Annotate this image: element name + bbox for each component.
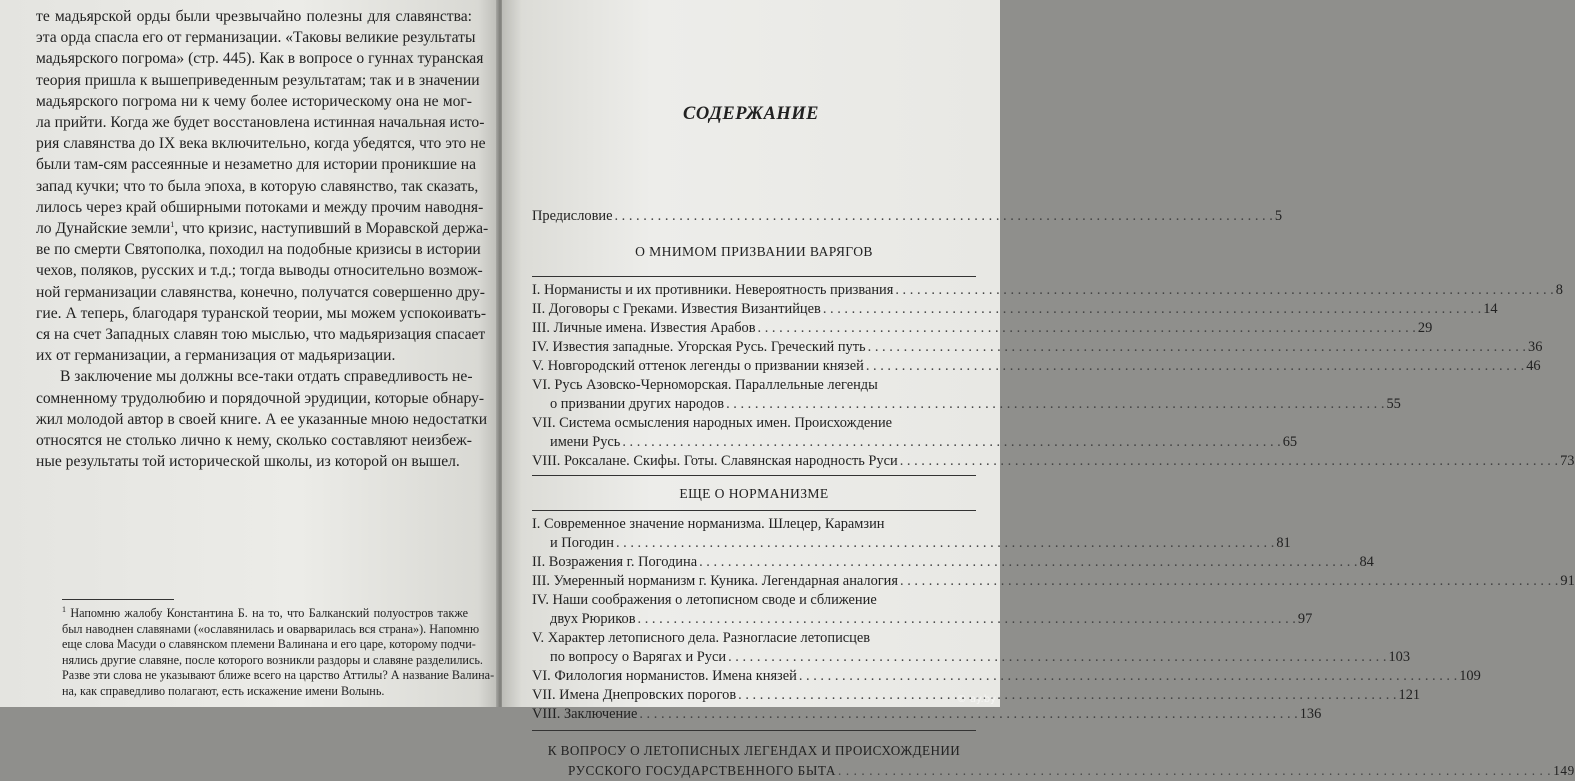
leader-dots xyxy=(866,357,1524,376)
toc-page-number: 136 xyxy=(1299,706,1322,722)
toc-entry xyxy=(532,515,1291,553)
toc-entry xyxy=(532,553,1374,572)
paragraph-1 xyxy=(36,6,489,366)
toc-entry-label: VI. Филология норманистов. Имена князей xyxy=(532,668,797,684)
footnote-number: 1 xyxy=(62,604,66,614)
toc-entry-label: VI. Русь Азовско-Черноморская. Параллельные легенды xyxy=(532,377,878,393)
toc-section-title: ЕЩЕ О НОРМАНИЗМЕ xyxy=(679,486,829,501)
toc-entry-continuation: двух Рюриков xyxy=(550,611,636,627)
section-divider xyxy=(532,475,976,476)
toc-page-number: 149 xyxy=(1553,763,1575,778)
toc-entry xyxy=(532,452,1575,471)
text-line: гие. А теперь, благодаря туранской теории, мы можем успокоивать- xyxy=(36,304,487,322)
toc-entry-line xyxy=(532,395,1401,414)
toc-page-number: 121 xyxy=(1398,687,1421,703)
text-line: ла прийти. Когда же будет восстановлена истинная начальная исто- xyxy=(36,114,485,132)
toc-entry xyxy=(532,376,1401,414)
text-line: запад кучки; что то была эпоха, в которую славянство, так сказать, xyxy=(36,177,479,195)
toc-entry-label: Предисловие xyxy=(532,208,613,224)
text-line: лилось через край обширными потоками и между прочим наводня- xyxy=(36,198,484,216)
toc-entry-line xyxy=(532,534,1291,553)
toc-entry-line xyxy=(532,338,1543,357)
toc-page-number: 29 xyxy=(1417,320,1433,336)
footnote-divider xyxy=(62,599,174,600)
toc-entry-continuation: о призвании других народов xyxy=(550,396,725,412)
table-of-contents xyxy=(532,208,1575,781)
toc-entry-label: I. Норманисты и их противники. Невероятность призвания xyxy=(532,282,894,298)
toc-entry-line xyxy=(532,319,1433,338)
toc-entry xyxy=(532,319,1433,338)
toc-entry-line xyxy=(532,761,1575,781)
toc-entry-label: III. Умеренный норманизм г. Куника. Легендарная аналогия xyxy=(532,573,899,589)
text-line: относятся не столько лично к нему, сколько составляют неизбеж- xyxy=(36,432,472,450)
text-line: те мадьярской орды были чрезвычайно полезны для славянства: xyxy=(36,8,472,25)
toc-page-number: 36 xyxy=(1528,339,1543,355)
toc-page-number: 81 xyxy=(1276,535,1291,551)
footnote-line xyxy=(62,606,468,622)
toc-page-number: 46 xyxy=(1526,358,1541,374)
text-line: мадьярского погрома ни к чему более историческому она не мог- xyxy=(36,92,472,110)
toc-entry xyxy=(532,281,1563,300)
toc-entry-label: IV. Наши соображения о летописном своде и сближение xyxy=(532,592,877,608)
text-line: были там-сям рассеянные и незаметно для истории проникшие на xyxy=(36,156,477,174)
toc-page-number: 73 xyxy=(1560,453,1575,469)
footnote-line: на, как справедливо полагают, есть искажение имени Волынь. xyxy=(62,683,385,698)
section-2-entries xyxy=(532,515,1575,724)
toc-entry-line xyxy=(532,686,1421,705)
toc-entry-label: VII. Имена Днепровских порогов xyxy=(532,687,737,703)
toc-page-number: 65 xyxy=(1282,434,1298,450)
toc-entry-line xyxy=(532,452,1575,471)
text-line: мадьярского погрома» (стр. 445). Как в вопросе о гуннах туранская xyxy=(36,50,484,68)
text-line: их от германизации, а германизация от мадьяризации. xyxy=(36,347,396,365)
leader-dots xyxy=(758,319,1416,338)
toc-entry-label: V. Характер летописного дела. Разногласие летописцев xyxy=(532,630,871,646)
toc-entry-line xyxy=(532,357,1541,376)
footnote xyxy=(62,604,495,700)
leader-dots xyxy=(614,208,1272,225)
toc-page-number: 109 xyxy=(1459,668,1481,684)
toc-entry-label: VIII. Роксалане. Скифы. Готы. Славянская народность Руси xyxy=(532,453,898,469)
toc-entry-label: VIII. Заключение xyxy=(532,706,638,722)
leader-dots xyxy=(838,761,1551,781)
toc-entry-line xyxy=(532,705,1322,724)
toc-entry-label: VII. Система осмысления народных имен. Происхождение xyxy=(532,415,893,431)
toc-page-number: 8 xyxy=(1555,282,1563,298)
text-line: ся на счет Западных славян тою мыслью, что мадьяризация спасает xyxy=(36,326,486,344)
text-line: ве по смерти Святополка, походил на подобные кризисы в истории xyxy=(36,241,481,259)
leader-dots xyxy=(638,610,1296,629)
text-line: чехов, поляков, русских и т.д.; тогда выводы относительно возмож- xyxy=(36,262,483,280)
toc-entry-line xyxy=(532,300,1498,319)
toc-entry xyxy=(532,667,1481,686)
toc-entry-line xyxy=(532,667,1481,686)
text-line: В заключение мы должны все-таки отдать справедливость не- xyxy=(60,368,473,386)
toc-entry xyxy=(532,338,1543,357)
toc-page-number: 5 xyxy=(1274,208,1283,224)
toc-page-number: 55 xyxy=(1386,396,1401,412)
toc-entry xyxy=(532,686,1421,705)
toc-entry-line xyxy=(532,610,1313,629)
toc-entry-label: V. Новгородский оттенок легенды о призвании князей xyxy=(532,358,864,374)
footnote-line: еще слова Масуди о славянском племени Валинана и его царе, которому подчи- xyxy=(62,637,476,652)
paragraph-2 xyxy=(36,366,488,472)
toc-entry-preface xyxy=(532,208,1283,232)
toc-entry-line xyxy=(532,433,1298,452)
toc-page-number: 97 xyxy=(1297,611,1313,627)
toc-page-number: 84 xyxy=(1359,554,1374,570)
leader-dots xyxy=(895,281,1553,300)
toc-entry xyxy=(532,414,1298,452)
text-line: ные результаты той исторической школы, из которой он вышел. xyxy=(36,453,460,471)
toc-entry xyxy=(532,300,1498,319)
toc-section-line: К ВОПРОСУ О ЛЕТОПИСНЫХ ЛЕГЕНДАХ И ПРОИСХОЖДЕНИИ xyxy=(547,743,961,758)
watermark: © ay.by xyxy=(956,694,996,705)
text-fragment: , что кризис, наступивший в Моравской держа- xyxy=(174,220,489,238)
section-divider xyxy=(532,510,976,511)
toc-entry xyxy=(532,705,1322,724)
toc-page-number: 14 xyxy=(1483,301,1498,317)
toc-entry-line xyxy=(532,648,1411,667)
toc-entry xyxy=(532,357,1541,376)
leader-dots xyxy=(726,395,1384,414)
footnote-line: был наводнен славянами («ославянилась и оварварилась вся страна»). Напомню xyxy=(62,621,480,636)
text-line: ной германизации славянства, конечно, получатся совершенно дру- xyxy=(36,283,486,301)
toc-entry-label: II. Возражения г. Погодина xyxy=(532,554,698,570)
leader-dots xyxy=(868,338,1526,357)
toc-entry xyxy=(532,591,1313,629)
left-page-body xyxy=(36,6,489,472)
toc-entry-line xyxy=(532,553,1374,572)
leader-dots xyxy=(900,452,1558,471)
leader-dots xyxy=(622,433,1280,452)
toc-entry-continuation: по вопросу о Варягах и Руси xyxy=(550,649,727,665)
text-line: рия славянства до IX века включительно, когда убедятся, что это не xyxy=(36,135,486,153)
leader-dots xyxy=(799,667,1457,686)
toc-entry-label: IV. Известия западные. Угорская Русь. Греческий путь xyxy=(532,339,866,355)
toc-entry-label: III. Личные имена. Известия Арабов xyxy=(532,320,756,336)
toc-entry xyxy=(532,572,1575,591)
leader-dots xyxy=(738,686,1396,705)
toc-page-number: 91 xyxy=(1560,573,1575,589)
leader-dots xyxy=(616,534,1274,553)
footnote-line: нялись другие славяне, после которого возникли раздоры и славяне разделились. xyxy=(62,652,483,667)
leader-dots xyxy=(728,648,1386,667)
toc-entry-continuation: имени Русь xyxy=(550,434,621,450)
right-page xyxy=(502,0,1575,778)
leader-dots xyxy=(823,300,1481,319)
leader-dots xyxy=(699,553,1357,572)
section-1-entries xyxy=(532,281,1575,471)
leader-dots xyxy=(900,572,1558,591)
toc-entry-continuation: и Погодин xyxy=(550,535,614,551)
toc-entry-line xyxy=(532,281,1563,300)
footnote-marker: 1 xyxy=(170,219,175,229)
text-line: теория пришла к вышеприведенным результатам; так и в значении xyxy=(36,71,480,89)
footnote-text: Напомню жалобу Константина Б. на то, что Балканский полуостров также xyxy=(70,606,468,620)
toc-entry-label: РУССКОГО ГОСУДАРСТВЕННОГО БЫТА xyxy=(568,763,837,778)
text-fragment: ло Дунайские земли xyxy=(36,220,171,238)
toc-page-number: 103 xyxy=(1388,649,1411,665)
section-divider xyxy=(532,276,976,277)
footnote-line: Разве эти слова не указывают ближе всего на царство Аттилы? А название Валина- xyxy=(62,668,495,683)
text-line: сомненному трудолюбию и порядочной эрудиции, которые обнару- xyxy=(36,389,485,407)
toc-title: СОДЕРЖАНИЕ xyxy=(683,104,819,124)
toc-entry-line xyxy=(532,572,1575,591)
toc-entry-section-3 xyxy=(532,741,1575,781)
toc-entry-label: I. Современное значение норманизма. Шлецер, Карамзин xyxy=(532,516,885,532)
toc-entry xyxy=(532,629,1411,667)
text-line: эта орда спасла его от германизации. «Таковы великие результаты xyxy=(36,29,476,47)
toc-entry-label: II. Договоры с Греками. Известия Византийцев xyxy=(532,301,821,317)
left-page xyxy=(0,0,498,707)
text-line-with-footnote xyxy=(36,218,489,239)
toc-section-title: О МНИМОМ ПРИЗВАНИИ ВАРЯГОВ xyxy=(635,244,873,259)
section-divider xyxy=(532,730,976,731)
leader-dots xyxy=(639,705,1297,724)
text-line: жил молодой автор в своей книге. А ее указанные мною недостатки xyxy=(36,410,488,428)
